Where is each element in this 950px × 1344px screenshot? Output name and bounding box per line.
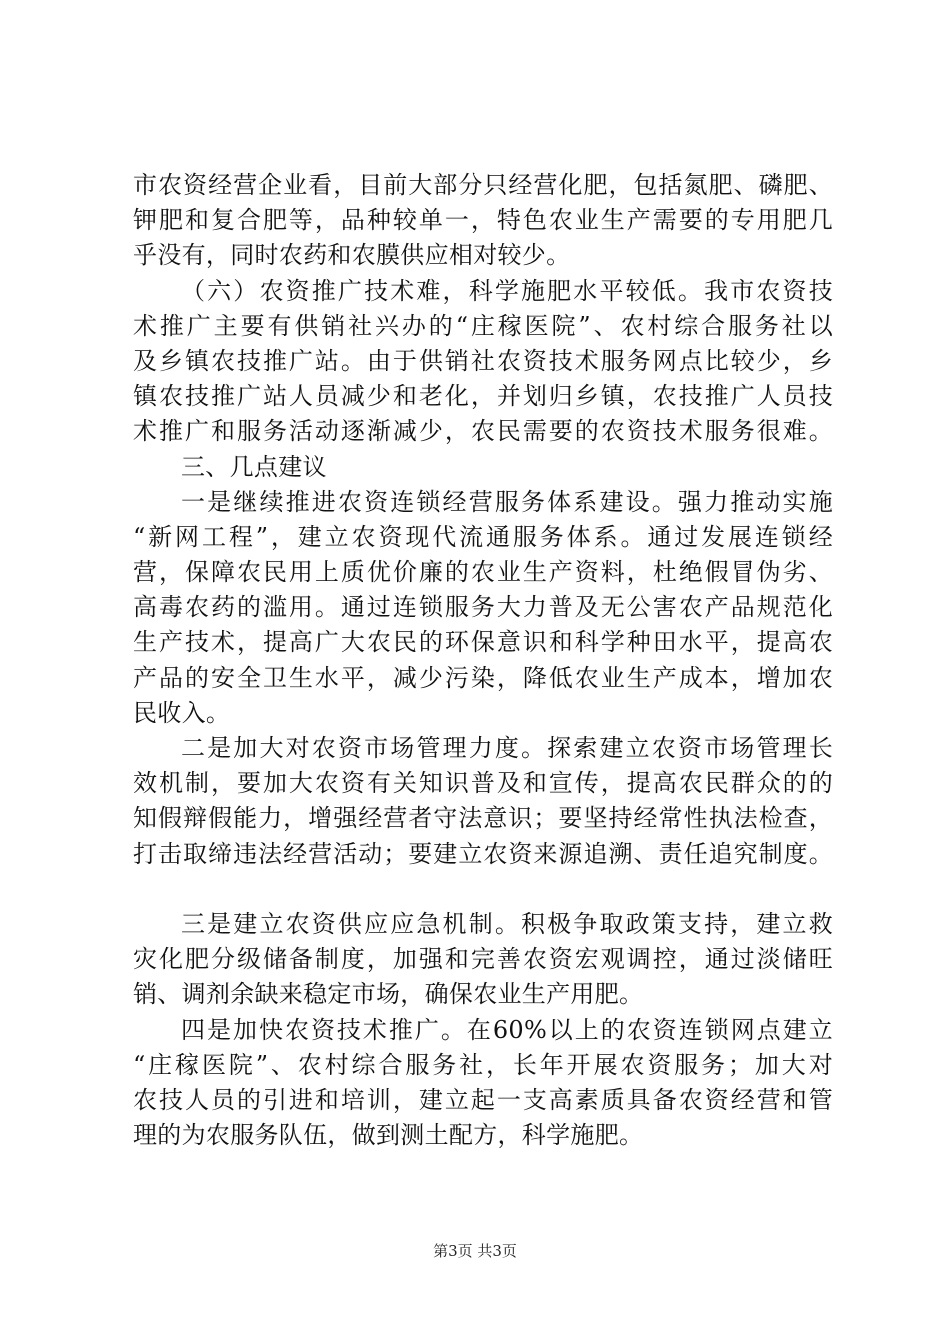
text-line: 术推广主要有供销社兴办的“庄稼医院”、农村综合服务社以 — [133, 311, 833, 340]
text-line: 产品的安全卫生水平，减少污染，降低农业生产成本，增加农 — [133, 663, 833, 692]
text-line: 一是继续推进农资连锁经营服务体系建设。强力推动实施 — [181, 487, 833, 516]
section-heading: 三、几点建议 — [181, 452, 327, 481]
text-line: 销、调剂余缺来稳定市场，确保农业生产用肥。 — [133, 980, 644, 1009]
text-line: 镇农技推广站人员减少和老化，并划归乡镇，农技推广人员技 — [133, 382, 833, 411]
text-line: 灾化肥分级储备制度，加强和完善农资宏观调控，通过淡储旺 — [133, 945, 833, 974]
paragraph-gap — [133, 872, 833, 907]
text-line: 及乡镇农技推广站。由于供销社农资技术服务网点比较少，乡 — [133, 346, 833, 375]
text-line: “庄稼医院”、农村综合服务社，长年开展农资服务；加大对 — [133, 1050, 833, 1079]
text-line: 效机制，要加大农资有关知识普及和宣传，提高农民群众的的 — [133, 769, 833, 798]
text-line: 生产技术，提高广大农民的环保意识和科学种田水平，提高农 — [133, 628, 833, 657]
text-line: 四是加快农资技术推广。在60%以上的农资连锁网点建立 — [181, 1015, 833, 1044]
text-line: 二是加大对农资市场管理力度。探索建立农资市场管理长 — [181, 734, 833, 762]
document-body — [133, 168, 833, 1153]
page-footer: 第3页 共3页 — [433, 1242, 517, 1260]
text-line: 市农资经营企业看，目前大部分只经营化肥，包括氮肥、磷肥、 — [133, 171, 833, 199]
text-line: 高毒农药的滥用。通过连锁服务大力普及无公害农产品规范化 — [133, 593, 833, 622]
text-line: 打击取缔违法经营活动；要建立农资来源追溯、责任追究制度。 — [133, 839, 833, 868]
text-line: 民收入。 — [133, 698, 231, 727]
text-line: 三是建立农资供应应急机制。积极争取政策支持，建立救 — [181, 909, 833, 938]
text-line: “新网工程”，建立农资现代流通服务体系。通过发展连锁经 — [133, 522, 833, 551]
text-line: 乎没有，同时农药和农膜供应相对较少。 — [133, 241, 571, 270]
text-line: （六）农资推广技术难，科学施肥水平较低。我市农资技 — [181, 276, 833, 305]
text-line: 钾肥和复合肥等，品种较单一，特色农业生产需要的专用肥几 — [133, 206, 833, 235]
text-line: 营，保障农民用上质优价廉的农业生产资料，杜绝假冒伪劣、 — [133, 558, 833, 587]
text-line: 术推广和服务活动逐渐减少，农民需要的农资技术服务很难。 — [133, 417, 833, 446]
text-line: 知假辩假能力，增强经营者守法意识；要坚持经常性执法检查， — [133, 804, 833, 833]
text-line: 农技人员的引进和培训，建立起一支高素质具备农资经营和管 — [133, 1085, 833, 1114]
text-line: 理的为农服务队伍，做到测土配方，科学施肥。 — [133, 1121, 644, 1150]
